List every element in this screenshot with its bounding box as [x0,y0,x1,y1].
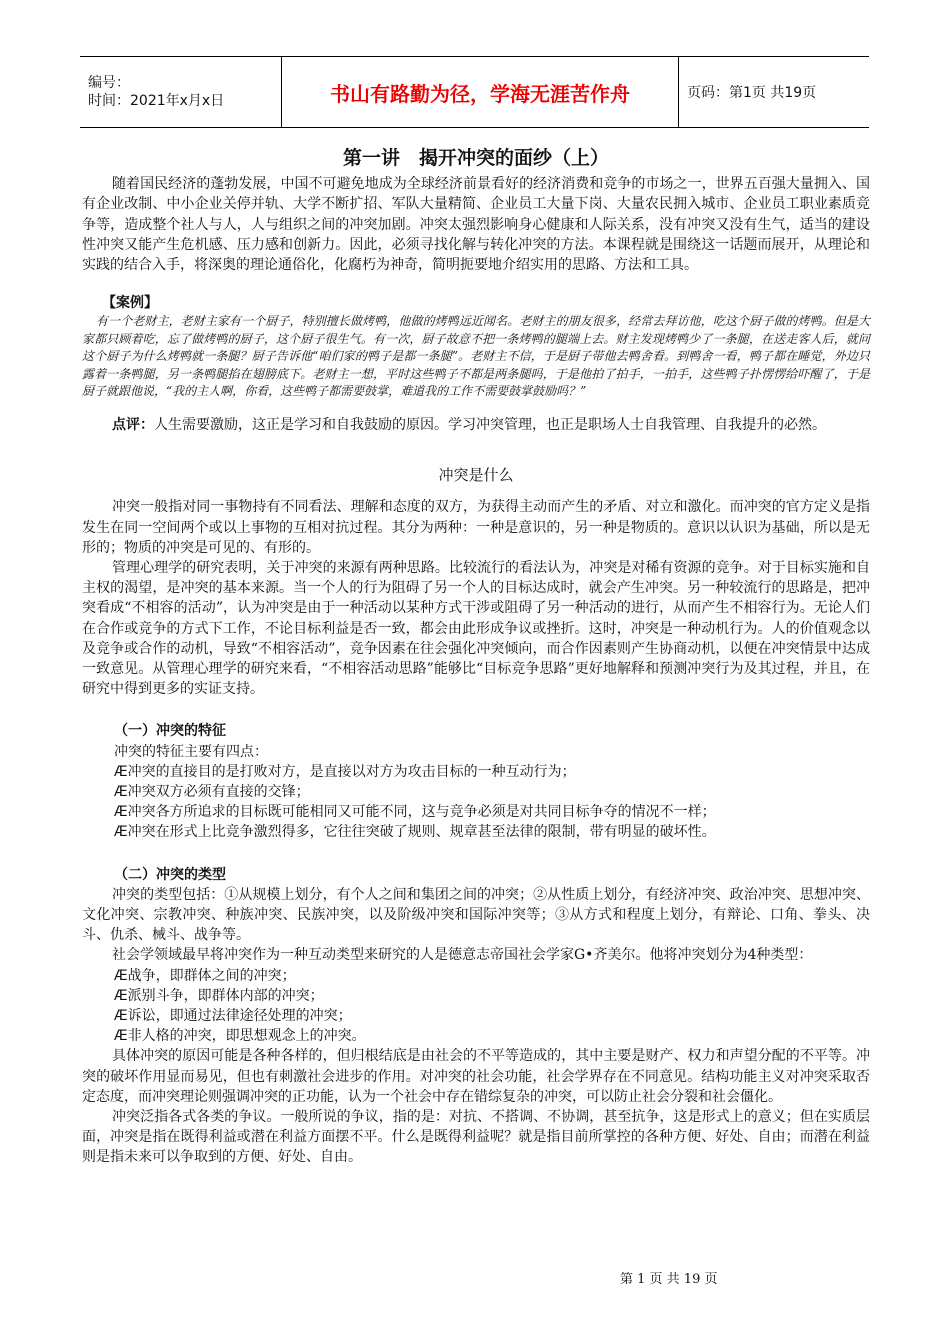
features-lead: 冲突的特征主要有四点： [114,743,268,760]
header-page-info: 页码：第1页 共19页 [679,57,870,128]
cause-paragraph: 具体冲突的原因可能是各种各样的，但归根结底是由社会的不平等造成的，其中主要是财产、权力和声望分配的不平等。冲突的破坏作用显而易见，但也有刺激社会进步的作用。对冲突的社会功能，社会学界存在不同意见。结构功能主义对冲突采取否定态度，而冲突理论则强调冲突的正功能，认为一个社会中存在错综复杂的冲突，可以防止社会分裂和社会僵化。 [82,1048,870,1105]
bullet-marker: Æ [114,1008,128,1024]
bullet-marker: Æ [114,1028,128,1045]
section-title: 冲突是什么 [438,466,514,485]
comment-label: 点评： [112,416,154,433]
list-item: Æ冲突在形式上比竞争激烈得多，它往往突破了规则、规章甚至法律的限制，带有明显的破坏性。 [114,824,716,841]
list-item: Æ诉讼，即通过法律途径处理的冲突； [114,1008,352,1024]
list-item: Æ冲突各方所追求的目标既可能相同又可能不同，这与竞争必须是对共同目标争夺的情况不一样； [114,804,716,821]
intro-paragraph: 随着国民经济的蓬勃发展，中国不可避免地成为全球经济前景看好的经济消费和竞争的市场之一，世界五百强大量拥入、国有企业改制、中小企业关停并轨、大学不断扩招、军队大量精简、企业员工大量下岗、大量农民拥入城市、企业员工职业素质竞争等，造成整个社人与人，人与组织之间的冲突加剧。冲突太强烈影响身心健康和人际关系，没有冲突又没有生气，适当的建设性冲突又能产生危机感、压力感和创新力。因此，必须寻找化解与转化冲突的方法。本课程就是围绕这一话题而展开，从理论和实践的结合入手，将深奥的理论通俗化，化腐朽为神奇，简明扼要地介绍实用的思路、方法和工具。 [82,176,870,274]
types-heading: （二）冲突的类型 [114,866,226,883]
bullet-marker: Æ [114,763,128,780]
list-item: Æ冲突的直接目的是打败对方，是直接以对方为攻击目标的一种互动行为； [114,763,576,780]
list-item: Æ战争，即群体之间的冲突； [114,967,296,984]
comment-text: 人生需要激励，这正是学习和自我鼓励的原因。学习冲突管理，也正是职场人士自我管理、自我提升的必然。 [154,416,826,433]
bullet-marker: Æ [114,824,128,841]
number-label: 编号： [88,75,130,91]
definition-paragraph: 管理心理学的研究表明，关于冲突的来源有两种思路。比较流行的看法认为，冲突是对稀有资源的竞争。对于目标实施和自主权的渴望，是冲突的基本来源。当一个人的行为阻碍了另一个人的目标达成时，就会产生冲突。另一种较流行的思路是，把冲突看成“不相容的活动”，认为冲突是由于一种活动以某种方式干涉或阻碍了另一种活动的进行，从而产生不相容行为。无论人们在合作或竞争的方式下工作，不论目标利益是否一致，都会由此形成争议或挫折。这时，冲突是一种动机行为。人的价值观念以及竞争或合作的动机，导致“不相容活动”，竞争因素在往会强化冲突倾向，而合作因素则产生协商动机，以便在冲突情景中达成一致意见。从管理心理学的研究来看，“不相容活动思路”能够比“目标竞争思路”更好地解释和预测冲突行为及其过程，并且，在研究中得到更多的实证支持。 [82,559,870,698]
bullet-marker: Æ [114,804,128,821]
definition-paragraph: 冲突一般指对同一事物持有不同看法、理解和态度的双方，为获得主动而产生的矛盾、对立和激化。而冲突的官方定义是指发生在同一空间两个或以上事物的互相对抗过程。其分为两种：一种是意识的，另一种是物质的。意识以认识为基础，所以是无形的；物质的冲突是可见的、有形的。 [82,499,870,556]
list-item: Æ冲突双方必须有直接的交锋； [114,783,310,800]
time-label: 时间：2021年x月x日 [88,93,225,109]
header-motto: 书山有路勤为径，学海无涯苦作舟 [282,57,679,128]
page-title: 第一讲 揭开冲突的面纱（上） [342,147,609,169]
document-body [82,148,870,1168]
page-footer: 第 1 页 共 19 页 [620,1272,718,1287]
case-text: 有一个老财主，老财主家有一个厨子，特别擅长做烤鸭，他做的烤鸭远近闻名。老财主的朋友很多，经常去拜访他，吃这个厨子做的烤鸭。但是大家都只顾着吃，忘了做烤鸭的厨子，这个厨子很生气。有一次，厨子故意不把一条烤鸭的腿端上去。财主发现烤鸭少了一条腿，在送走客人后，就问这个厨子为什么烤鸭就一条腿？厨子告诉他“咱们家的鸭子是都一条腿”。老财主不信，于是厨子带他去鸭舍看。到鸭舍一看，鸭子都在睡觉，外边只露着一条鸭腿，另一条鸭腿掐在翅膀底下。老财主一想，平时这些鸭子不都是两条腿吗，于是他拍了拍手，一拍手，这些鸭子扑愣愣给吓醒了，于是厨子就跟他说，“我的主人啊，你看，这些鸭子都需要鼓掌，难道我的工作不需要鼓掌鼓励吗？” [82,314,870,399]
dispute-paragraph: 冲突泛指各式各类的争议。一般所说的争议，指的是：对抗、不搭调、不协调，甚至抗争，这是形式上的意义；但在实质层面，冲突是指在既得利益或潜在利益方面摆不平。什么是既得利益呢？就是指目前所掌控的各种方便、好处、自由；而潜在利益则是指未来可以争取到的方便、好处、自由。 [82,1109,870,1166]
header-meta [80,57,282,128]
bullet-marker: Æ [114,783,128,800]
case-label: 【案例】 [102,295,158,312]
list-item: Æ派别斗争，即群体内部的冲突； [114,987,324,1004]
list-item: Æ非人格的冲突，即思想观念上的冲突。 [114,1028,366,1045]
bullet-marker: Æ [114,967,128,984]
types-lead: 冲突的类型包括：①从规模上划分，有个人之间和集团之间的冲突；②从性质上划分，有经济冲突、政治冲突、思想冲突、文化冲突、宗教冲突、种族冲突、民族冲突，以及阶级冲突和国际冲突等；③从方式和程度上划分，有辩论、口角、拳头、决斗、仇杀、械斗、战争等。 [82,886,870,944]
bullet-marker: Æ [114,987,128,1004]
simmel-paragraph: 社会学领域最早将冲突作为一种互动类型来研究的人是德意志帝国社会学家G•齐美尔。他将冲突划分为4种类型： [112,947,813,964]
comment-paragraph [82,415,870,435]
features-heading: （一）冲突的特征 [114,723,226,740]
document-header [80,56,869,128]
